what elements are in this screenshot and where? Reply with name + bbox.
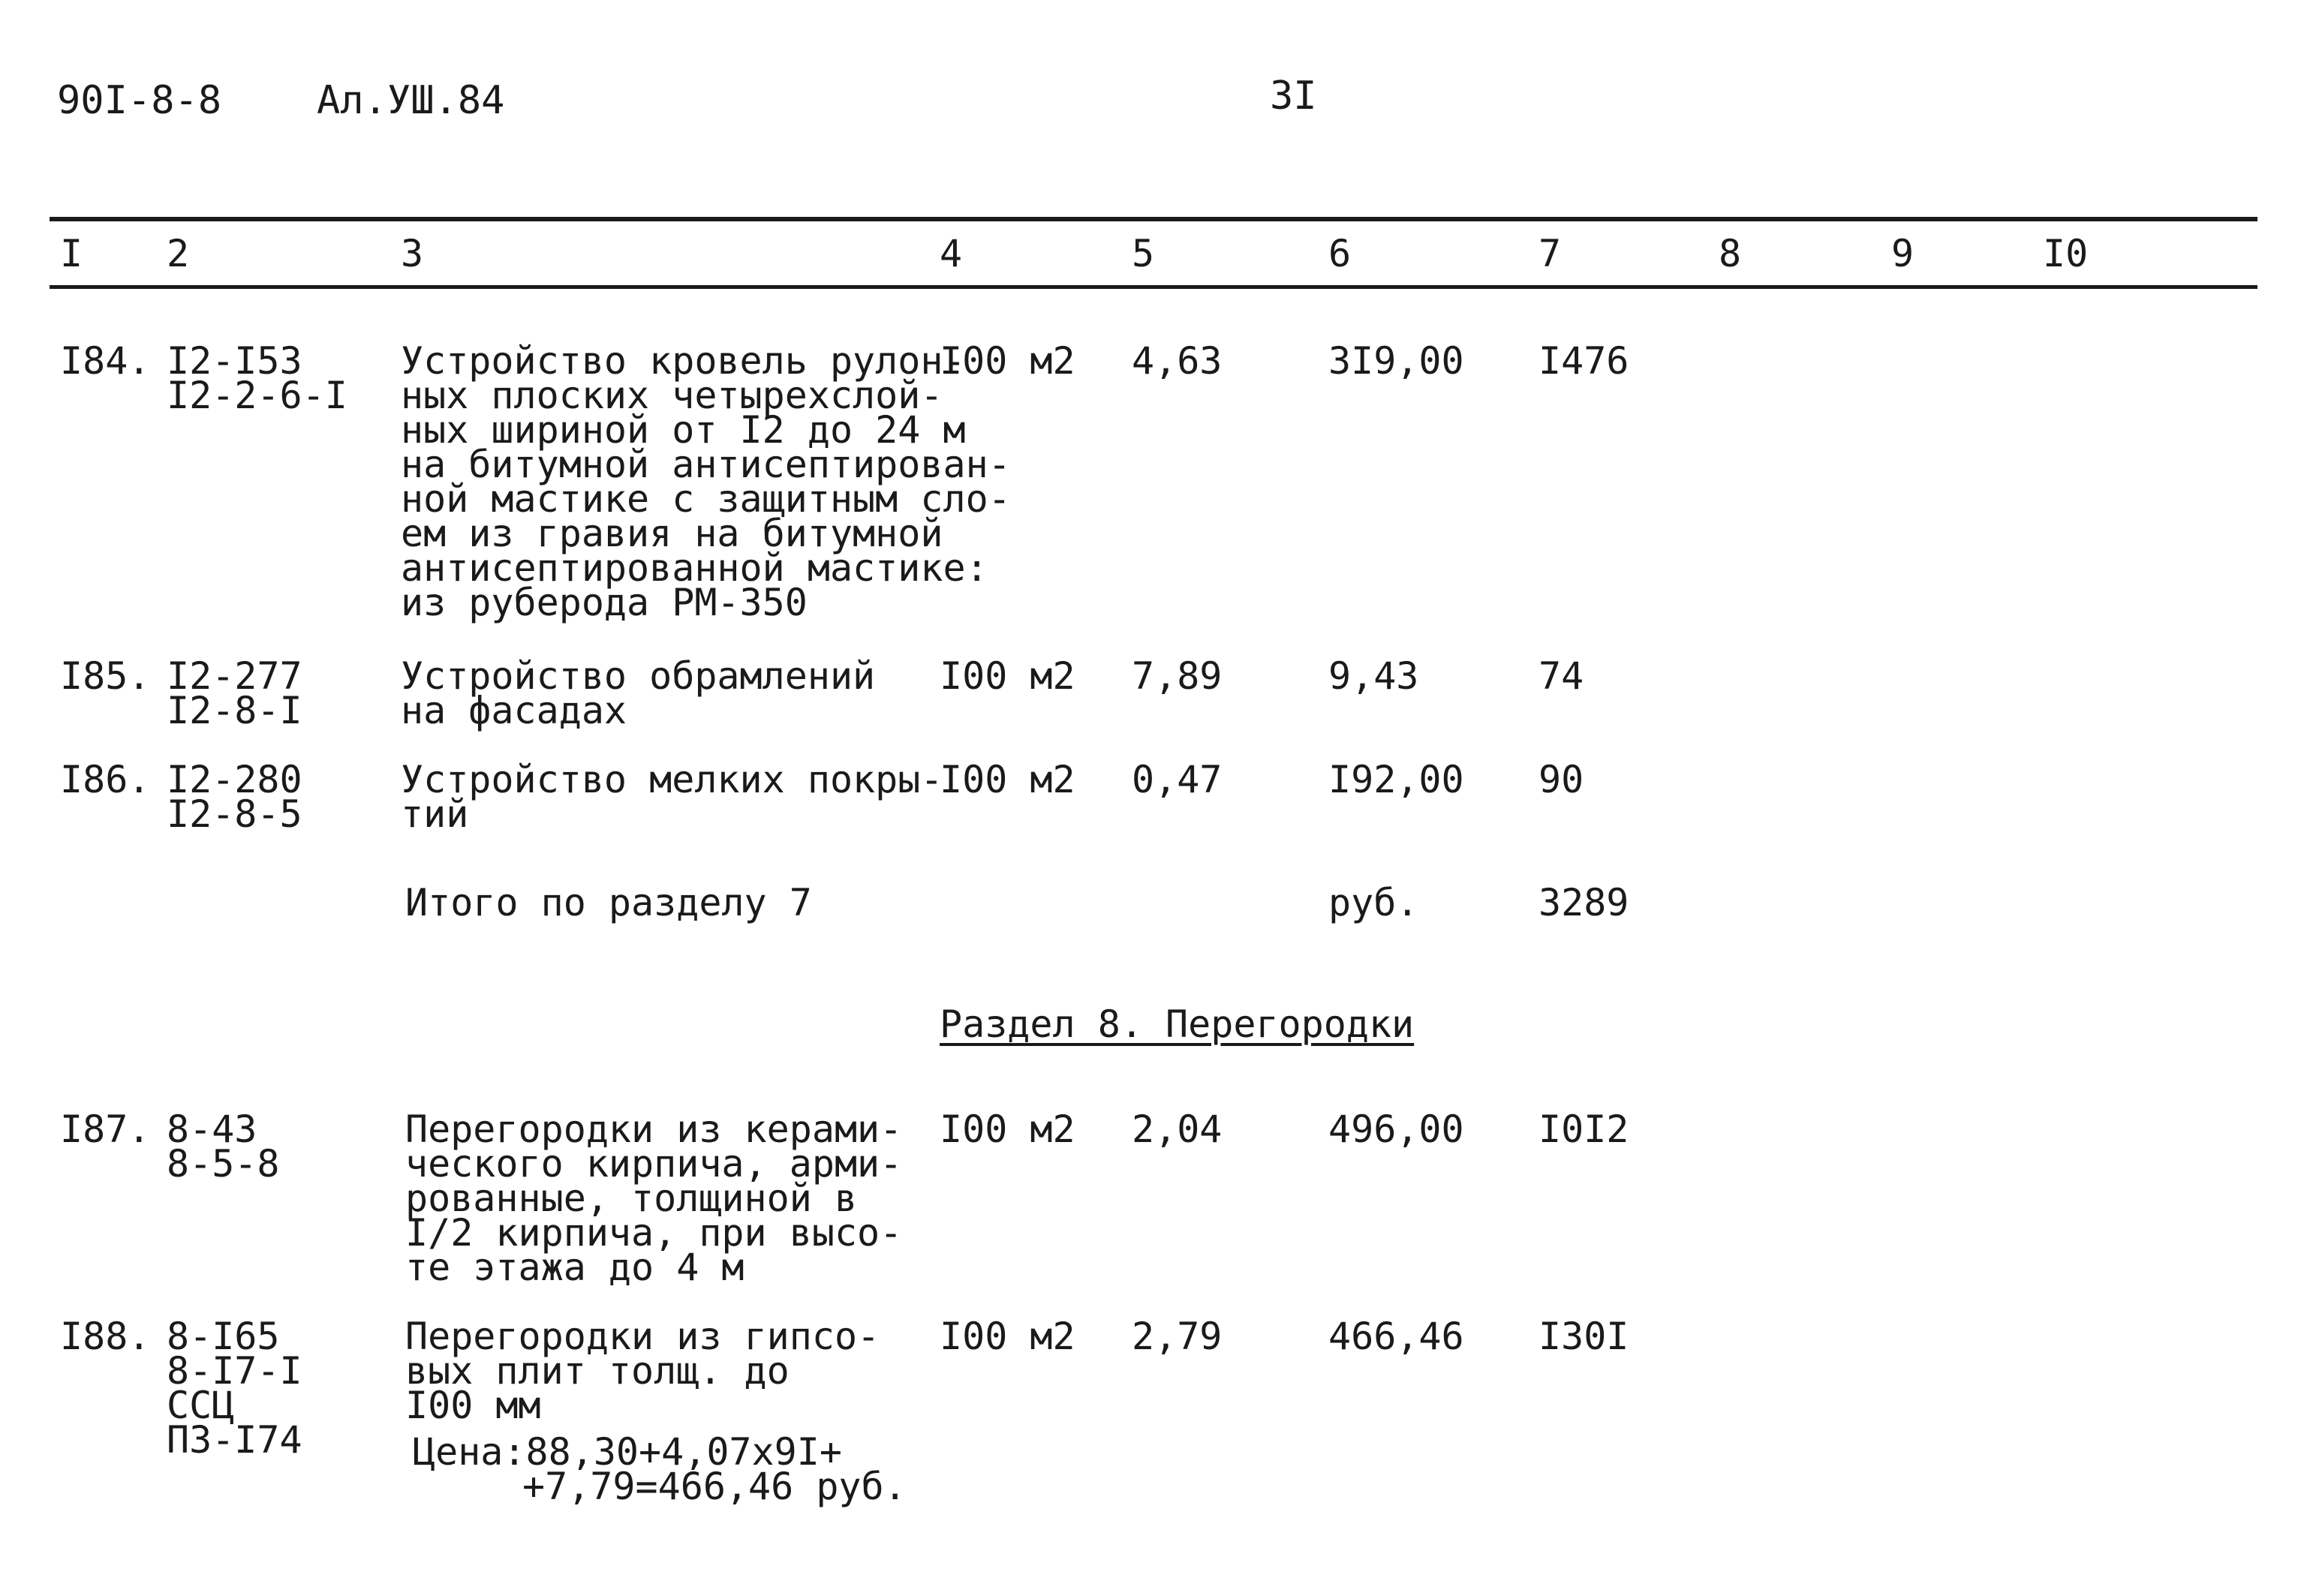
column-number: I — [60, 232, 83, 275]
unit-price: 466,46 — [1328, 1315, 1464, 1358]
column-number: 7 — [1539, 232, 1562, 275]
work-description: на фасадах — [401, 689, 627, 732]
work-description: из руберода РМ-350 — [401, 581, 808, 624]
work-description: I/2 кирпича, при высо- — [405, 1211, 903, 1255]
quantity: 4,63 — [1132, 339, 1223, 383]
work-description: ной мастике с защитным сло- — [401, 477, 1011, 521]
section-heading: Раздел 8. Перегородки — [940, 1002, 1415, 1046]
work-description: Перегородки из керами- — [405, 1108, 903, 1151]
work-description: Перегородки из гипсо- — [405, 1315, 880, 1358]
row-number: I85. — [60, 654, 151, 698]
norm-code: I2-280 — [167, 758, 302, 801]
work-description: ческого кирпича, арми- — [405, 1142, 903, 1186]
work-description: те этажа до 4 м — [405, 1246, 744, 1289]
norm-code: I2-8-5 — [167, 792, 302, 836]
total-cost: 90 — [1539, 758, 1584, 801]
column-number: 9 — [1891, 232, 1914, 275]
unit-price: 3I9,00 — [1328, 339, 1464, 383]
total-cost: 74 — [1539, 654, 1584, 698]
column-number: 8 — [1719, 232, 1742, 275]
total-cost: I0I2 — [1539, 1108, 1629, 1151]
page-number: 3I — [1270, 74, 1317, 119]
unit-of-measure: I00 м2 — [940, 654, 1075, 698]
norm-code: I2-2-6-I — [167, 374, 347, 417]
column-number: I0 — [2043, 232, 2089, 275]
unit-price: 496,00 — [1328, 1108, 1464, 1151]
work-description: на битумной антисептирован- — [401, 443, 1011, 486]
norm-code: ССЦ — [167, 1384, 235, 1427]
document-code: 90I-8-8 — [57, 78, 222, 123]
total-cost: I476 — [1539, 339, 1629, 383]
total-cost: I30I — [1539, 1315, 1629, 1358]
work-description: Устройство обрамлений — [401, 654, 876, 698]
work-description: I00 мм — [405, 1384, 541, 1427]
norm-code: 8-I65 — [167, 1315, 280, 1358]
work-description: тий — [401, 792, 469, 836]
quantity: 0,47 — [1132, 758, 1223, 801]
norm-code: ПЗ-I74 — [167, 1418, 302, 1462]
subtotal-value: 3289 — [1539, 881, 1629, 924]
work-description: рованные, толщиной в — [405, 1177, 858, 1220]
work-description: ем из гравия на битумной — [401, 512, 943, 555]
unit-of-measure: I00 м2 — [940, 758, 1075, 801]
column-number: 2 — [167, 232, 190, 275]
price-calculation-note: Цена:88,30+4,07х9I+ — [413, 1430, 842, 1474]
quantity: 2,79 — [1132, 1315, 1223, 1358]
row-number: I84. — [60, 339, 151, 383]
unit-of-measure: I00 м2 — [940, 1108, 1075, 1151]
row-number: I87. — [60, 1108, 151, 1151]
work-description: вых плит толщ. до — [405, 1349, 790, 1393]
work-description: Устройство кровель рулон- — [401, 339, 966, 383]
norm-code: I2-8-I — [167, 689, 302, 732]
row-number: I86. — [60, 758, 151, 801]
subtotal-label: Итого по разделу 7 — [405, 881, 812, 924]
work-description: Устройство мелких покры- — [401, 758, 943, 801]
subtotal-unit: руб. — [1328, 881, 1419, 924]
unit-of-measure: I00 м2 — [940, 1315, 1075, 1358]
norm-code: 8-I7-I — [167, 1349, 302, 1393]
norm-code: 8-43 — [167, 1108, 257, 1151]
table-top-rule — [50, 217, 2257, 221]
column-number: 4 — [940, 232, 963, 275]
quantity: 2,04 — [1132, 1108, 1223, 1151]
column-number: 3 — [401, 232, 424, 275]
work-description: ных плоских четырехслой- — [401, 374, 943, 417]
quantity: 7,89 — [1132, 654, 1223, 698]
unit-price: I92,00 — [1328, 758, 1464, 801]
row-number: I88. — [60, 1315, 151, 1358]
norm-code: I2-I53 — [167, 339, 302, 383]
norm-code: I2-277 — [167, 654, 302, 698]
work-description: ных шириной от I2 до 24 м — [401, 408, 966, 452]
column-number: 5 — [1132, 232, 1155, 275]
norm-code: 8-5-8 — [167, 1142, 280, 1186]
unit-of-measure: I00 м2 — [940, 339, 1075, 383]
unit-price: 9,43 — [1328, 654, 1419, 698]
album-code: Ал.УШ.84 — [317, 78, 505, 123]
price-calculation-note: +7,79=466,46 руб. — [522, 1465, 907, 1508]
table-header-rule — [50, 285, 2257, 289]
work-description: антисептированной мастике: — [401, 546, 988, 590]
column-number: 6 — [1328, 232, 1352, 275]
